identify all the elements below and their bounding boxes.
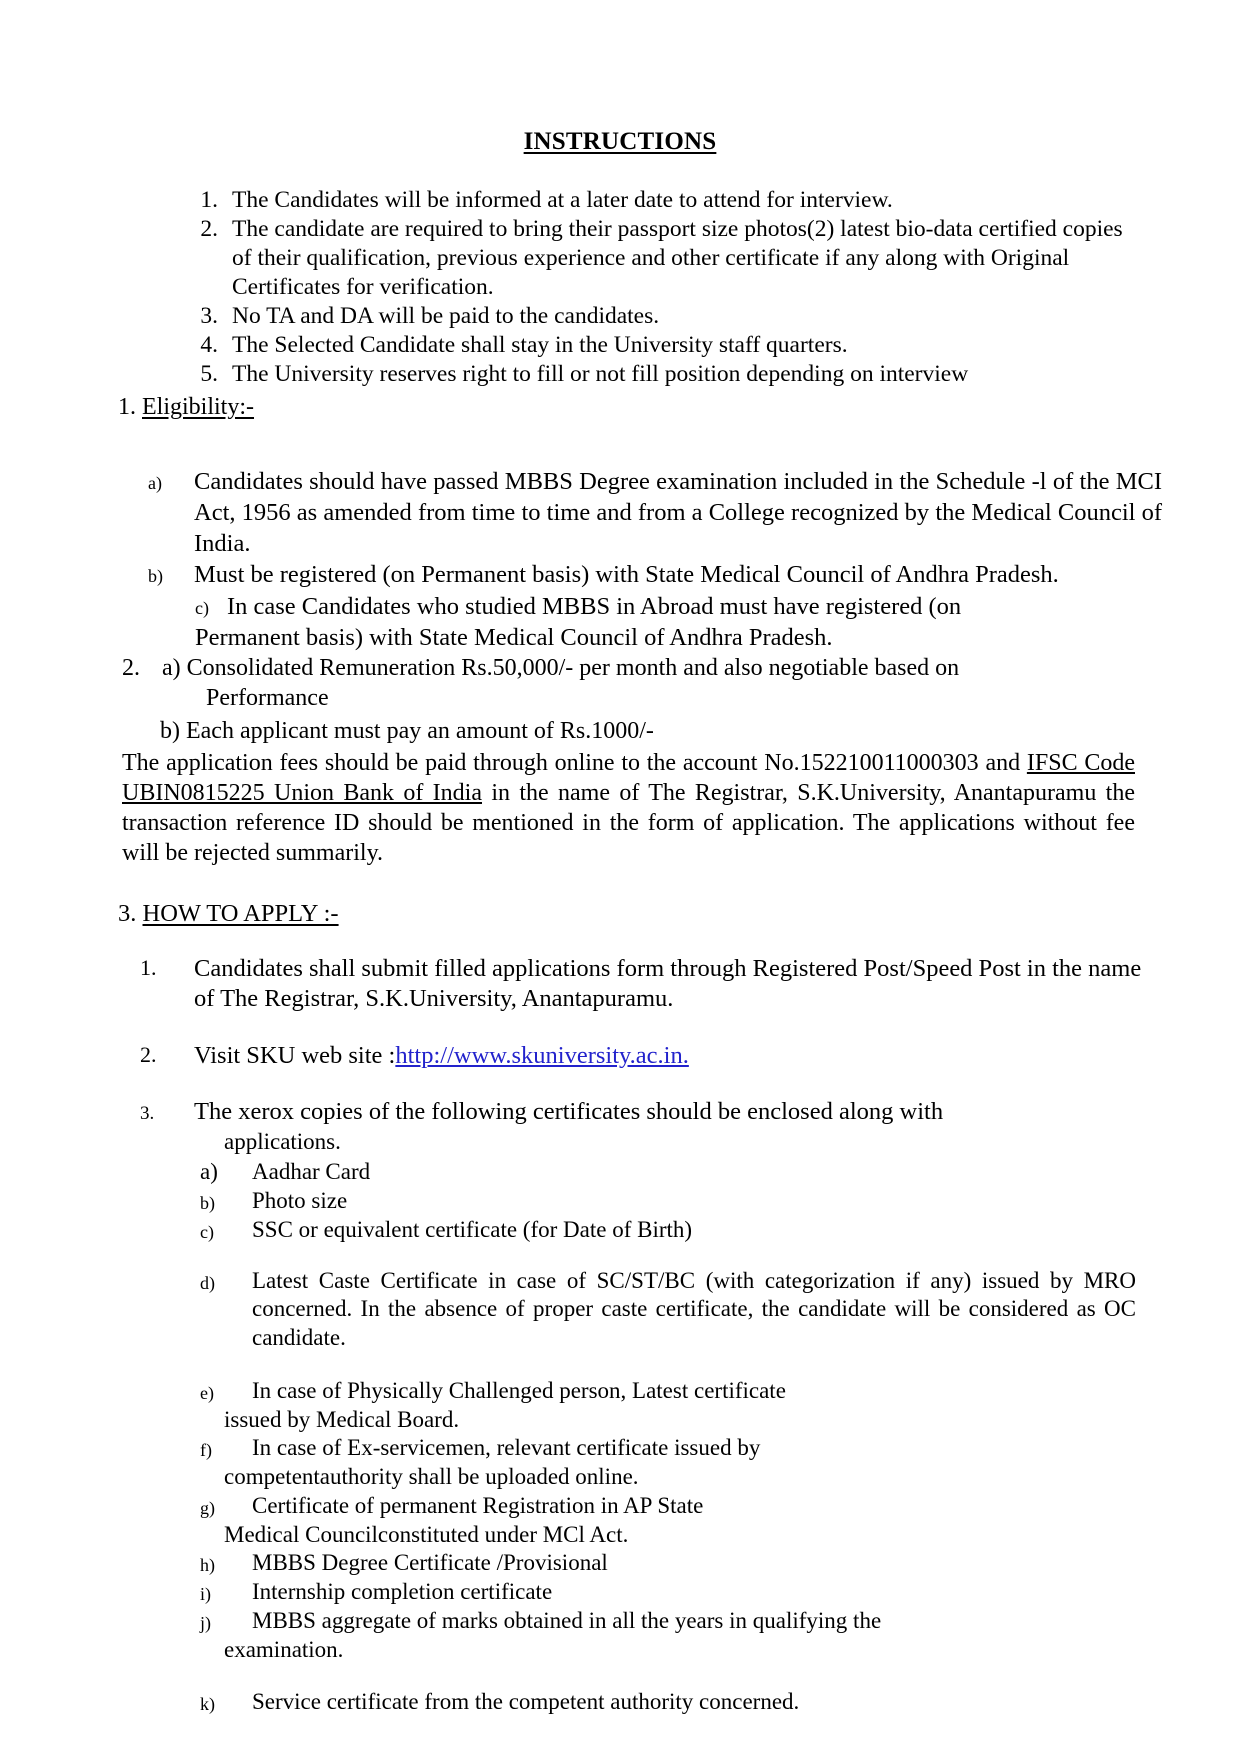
page-title xyxy=(0,0,1240,157)
enclosure-item-marker: i) xyxy=(200,1584,211,1605)
enclosure-item-continuation: examination. xyxy=(224,1636,344,1662)
instruction-number: 3. xyxy=(200,302,218,329)
apply-item xyxy=(0,1041,1240,1071)
enclosure-item-marker: g) xyxy=(200,1497,215,1518)
apply-item xyxy=(0,954,1240,1015)
instruction-item xyxy=(0,331,1240,360)
eligibility-item-c xyxy=(0,591,1240,622)
enclosure-item xyxy=(0,1158,1240,1187)
instruction-text: The Selected Candidate shall stay in the University staff quarters. xyxy=(232,331,848,358)
enclosure-item-text: Certificate of permanent Registration in AP State xyxy=(252,1492,704,1518)
enclosure-item-marker: b) xyxy=(200,1193,215,1214)
enclosure-item xyxy=(0,1578,1240,1607)
enclosure-item-text: MBBS aggregate of marks obtained in all the years in qualifying the xyxy=(252,1607,882,1633)
instruction-item xyxy=(0,302,1240,331)
eligibility-item-marker: c) xyxy=(195,597,209,618)
eligibility-item-text: Candidates should have passed MBBS Degree examination included in the Schedule -l of the MCI Act, 1956 as amended from time to time and from a College recognized by the Medical Council of India. xyxy=(194,467,1162,558)
enclosure-item xyxy=(0,1492,1240,1521)
enclosure-item-text: Service certificate from the competent authority concerned. xyxy=(252,1689,800,1715)
eligibility-heading xyxy=(0,393,1240,422)
enclosure-item xyxy=(0,1434,1240,1463)
enclosure-item xyxy=(0,1549,1240,1578)
eligibility-heading-text: Eligibility:- xyxy=(142,393,254,420)
enclosure-item-text: Photo size xyxy=(252,1188,348,1214)
apply-item-number: 2. xyxy=(140,1041,157,1067)
how-to-apply-heading-number: 3. xyxy=(118,899,137,927)
instruction-item xyxy=(0,215,1240,302)
eligibility-item-marker: b) xyxy=(148,566,163,587)
fee-paragraph-part2: in the name of The Registrar, S.K.University, Anantapuramu the transaction reference ID should be mentioned in the form of application. The applications without fee will be rejected summarily. xyxy=(122,780,1135,867)
instruction-number: 1. xyxy=(200,186,218,213)
eligibility-item-marker: a) xyxy=(148,472,162,493)
fee-paragraph-part1: The application fees should be paid through online to the account No.152210011000303 and xyxy=(122,749,1027,776)
eligibility-item-text: Must be registered (on Permanent basis) with State Medical Council of Andhra Pradesh. xyxy=(194,561,1059,589)
enclosure-item-continuation: Medical Councilconstituted under MCl Act. xyxy=(224,1521,629,1547)
remuneration-line-a-text: a) Consolidated Remuneration Rs.50,000/- per month and also negotiable based on xyxy=(162,655,960,682)
enclosure-item-text: Aadhar Card xyxy=(252,1159,371,1185)
apply-item-text xyxy=(170,1041,1240,1071)
enclosure-item-continuation: competentauthority shall be uploaded online. xyxy=(224,1464,639,1490)
ifsc-code-text: IFSC Code UBIN0815225 Union Bank of India xyxy=(122,749,1135,806)
instruction-item xyxy=(0,186,1240,215)
remuneration-line-a-continuation: Performance xyxy=(206,685,329,712)
apply-item-number: 1. xyxy=(140,955,157,981)
eligibility-item xyxy=(0,466,1240,560)
sku-website-link[interactable]: http://www.skuniversity.ac.in. xyxy=(395,1041,689,1069)
enclosure-item xyxy=(0,1187,1240,1216)
enclosure-item-text: Internship completion certificate xyxy=(252,1579,553,1605)
instruction-number: 2. xyxy=(200,215,218,242)
page-title-text: INSTRUCTIONS xyxy=(523,128,717,155)
enclosure-item-marker: j) xyxy=(200,1612,211,1633)
enclosure-item xyxy=(0,1607,1240,1636)
website-label: Visit SKU web site : xyxy=(194,1041,396,1069)
enclosure-item xyxy=(0,1377,1240,1406)
instruction-number: 5. xyxy=(200,360,218,387)
instruction-text: The University reserves right to fill or not fill position depending on interview xyxy=(232,360,969,387)
enclosure-item-marker: k) xyxy=(200,1694,215,1715)
remuneration-line-a xyxy=(0,653,1240,683)
enclosure-item-text: SSC or equivalent certificate (for Date of Birth) xyxy=(252,1216,693,1242)
apply-item-text: The xerox copies of the following certificates should be enclosed along with xyxy=(194,1098,944,1126)
apply-item-text: Candidates shall submit filled applications form through Registered Post/Speed Post in the name of The Registrar, S.K.University, Anantapuramu. xyxy=(194,955,1142,1013)
enclosure-item-text: MBBS Degree Certificate /Provisional xyxy=(252,1550,608,1576)
eligibility-item-c-line1: In case Candidates who studied MBBS in Abroad must have registered (on xyxy=(226,592,962,620)
eligibility-item-c-line2: Permanent basis) with State Medical Council of Andhra Pradesh. xyxy=(195,623,833,651)
instruction-item xyxy=(0,360,1240,389)
instructions-list xyxy=(0,186,1240,389)
enclosure-item-marker: h) xyxy=(200,1555,215,1576)
apply-item-continuation: applications. xyxy=(224,1128,341,1154)
eligibility-heading-number: 1. xyxy=(118,393,136,420)
apply-item-number: 3. xyxy=(140,1103,155,1125)
enclosure-item-continuation: issued by Medical Board. xyxy=(224,1406,460,1432)
enclosure-item-marker: c) xyxy=(200,1221,214,1242)
enclosure-item-text: In case of Ex-servicemen, relevant certificate issued by xyxy=(252,1435,761,1461)
remuneration-block xyxy=(0,653,1240,869)
remuneration-number: 2. xyxy=(122,655,140,682)
instruction-text: The Candidates will be informed at a later date to attend for interview. xyxy=(232,186,893,213)
how-to-apply-heading xyxy=(0,899,1240,928)
instruction-text: The candidate are required to bring their passport size photos(2) latest bio-data certified copies of their qualification, previous experience and other certificate if any along with Original Certificates for verification. xyxy=(232,215,1123,300)
instruction-text: No TA and DA will be paid to the candidates. xyxy=(232,302,660,329)
enclosure-item xyxy=(0,1267,1240,1353)
enclosure-item-text: In case of Physically Challenged person, Latest certificate xyxy=(252,1377,786,1403)
enclosures-list xyxy=(0,1158,1240,1717)
eligibility-list xyxy=(0,466,1240,653)
enclosure-item xyxy=(0,1216,1240,1245)
enclosure-item-marker: f) xyxy=(200,1440,212,1461)
enclosure-item xyxy=(0,1688,1240,1717)
enclosure-item-marker: a) xyxy=(200,1159,218,1185)
enclosure-item-marker: e) xyxy=(200,1382,214,1403)
enclosure-item-marker: d) xyxy=(200,1272,215,1293)
apply-item xyxy=(0,1097,1240,1127)
instruction-number: 4. xyxy=(200,331,218,358)
eligibility-item xyxy=(0,559,1240,590)
how-to-apply-heading-text: HOW TO APPLY :- xyxy=(142,899,339,927)
remuneration-line-b: b) Each applicant must pay an amount of Rs.1000/- xyxy=(160,717,654,744)
how-to-apply-list xyxy=(0,954,1240,1156)
enclosure-item-text: Latest Caste Certificate in case of SC/ST/BC (with categorization if any) issued by MRO concerned. In the absence of proper caste certificate, the candidate will be considered as OC candidate. xyxy=(252,1267,1136,1351)
fee-payment-paragraph xyxy=(0,748,1240,869)
